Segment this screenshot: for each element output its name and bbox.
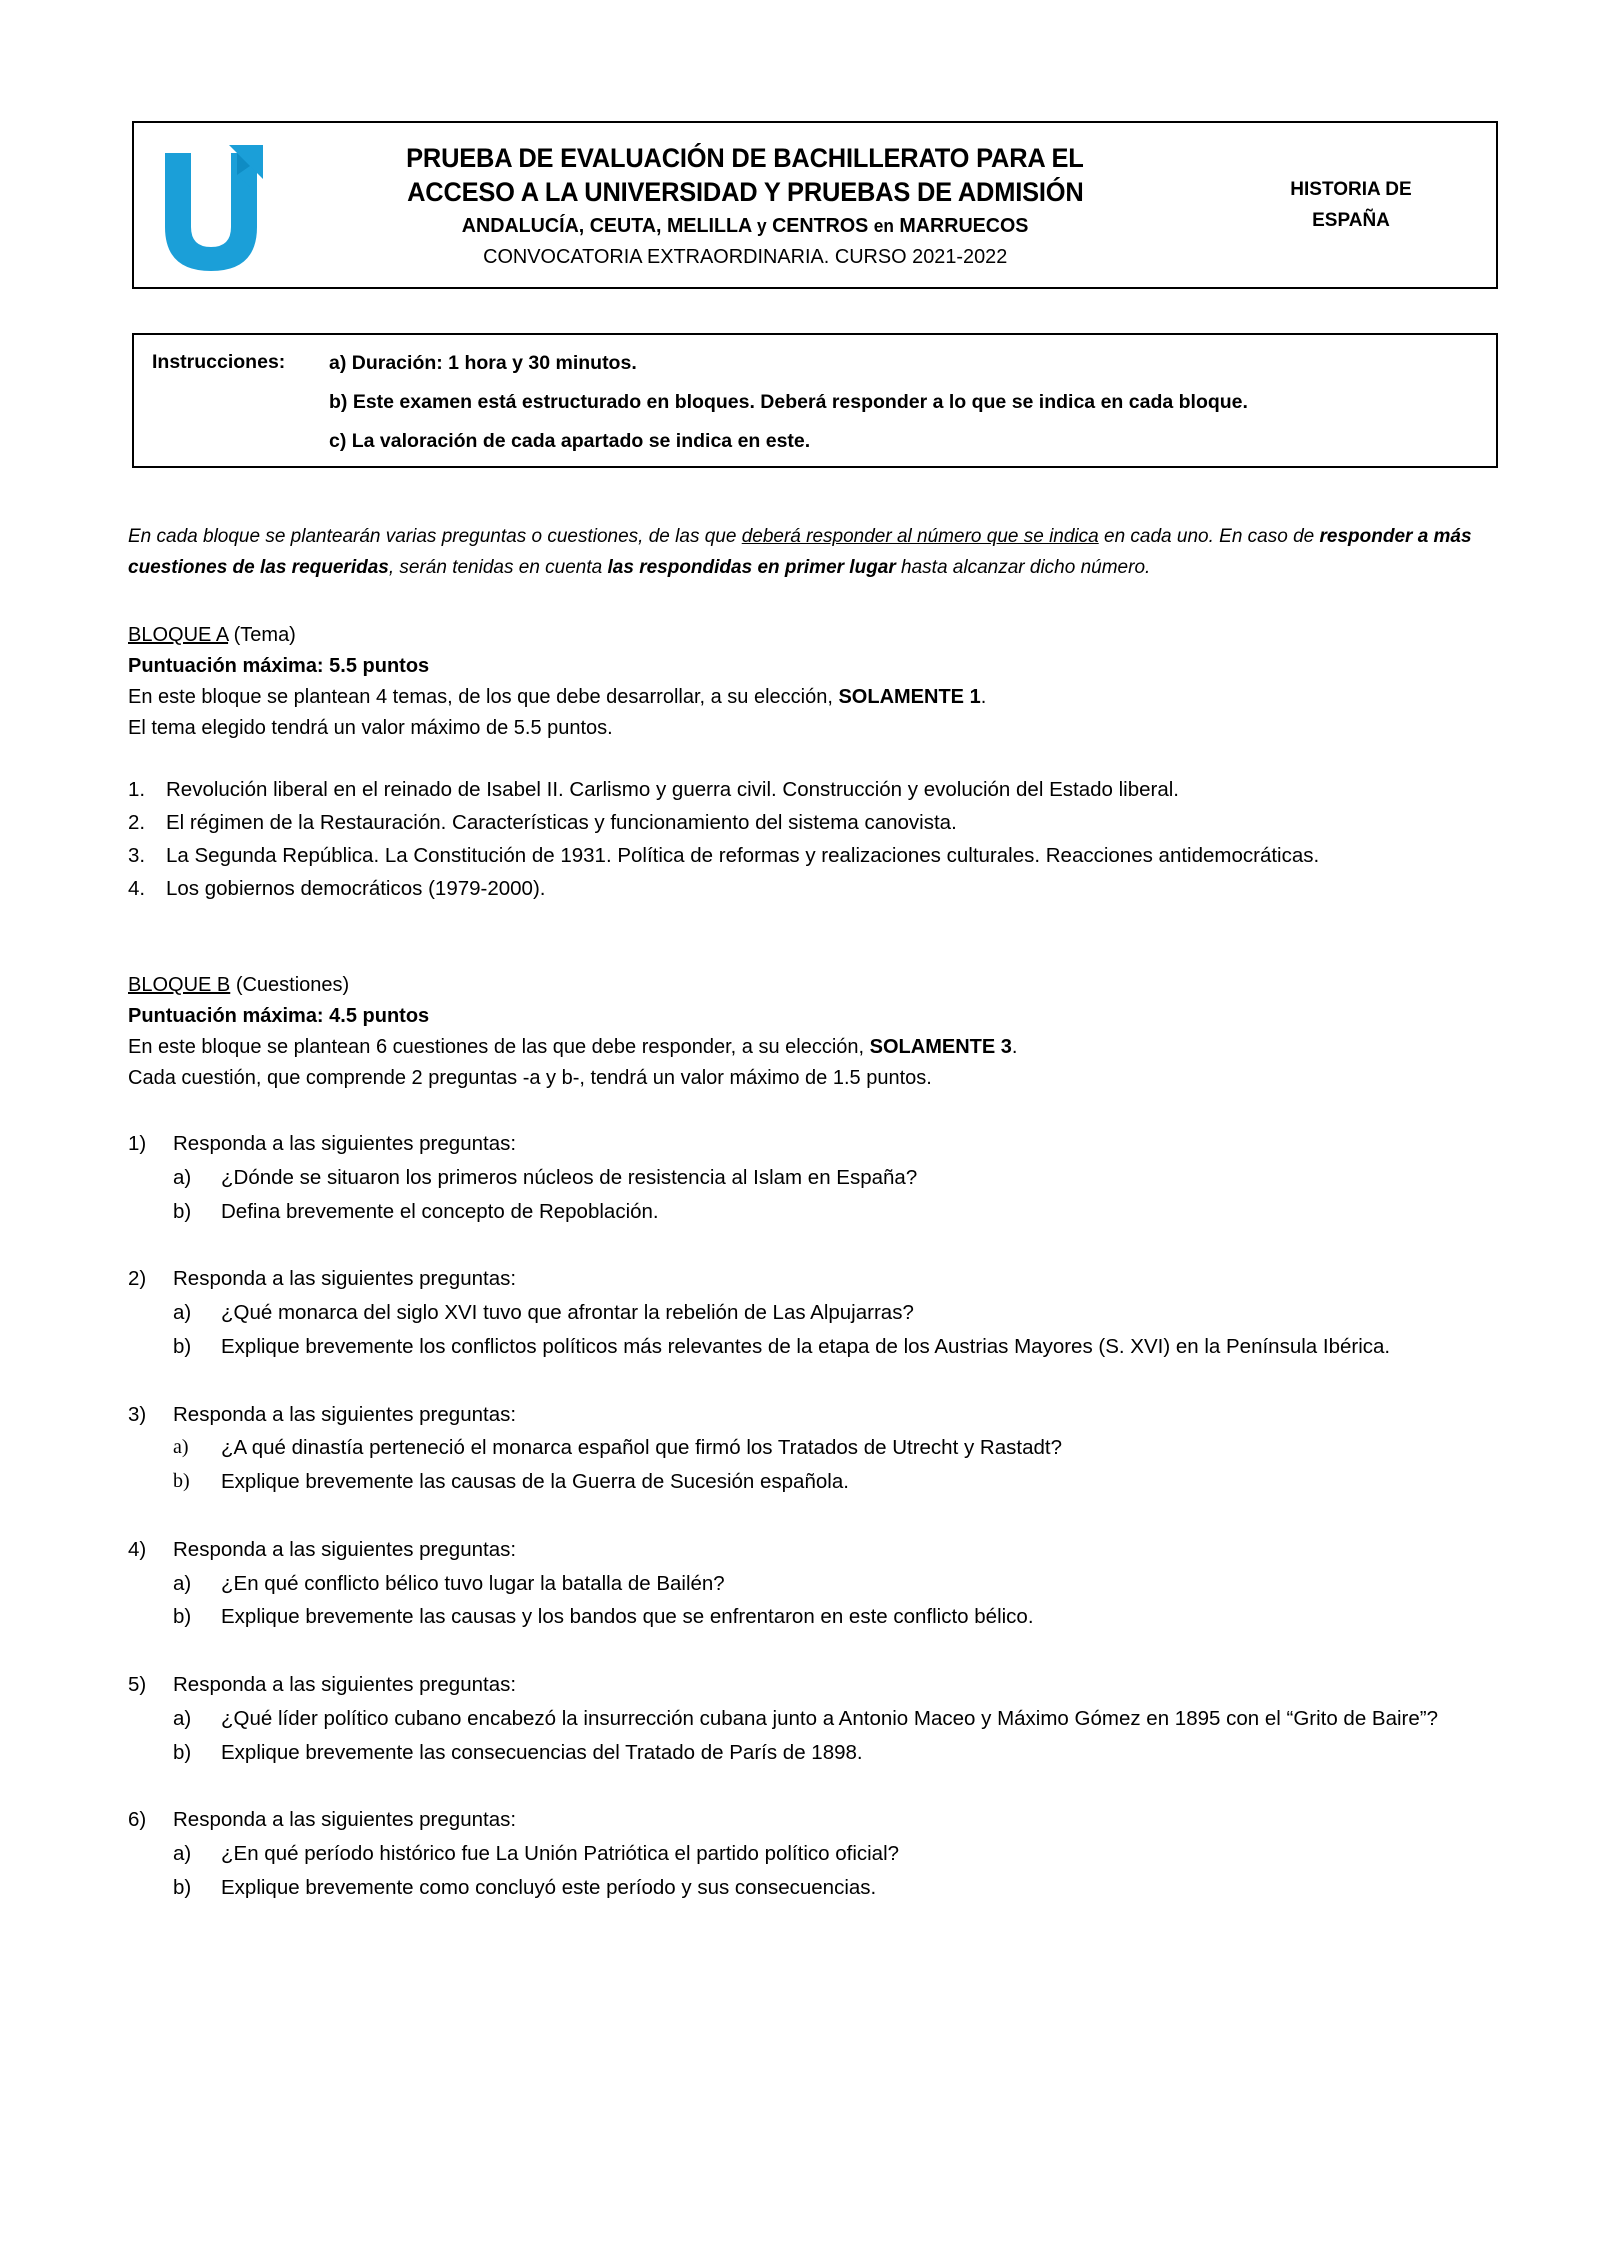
bloque-a-desc-2: El tema elegido tendrá un valor máximo de 5.5 puntos. [128, 717, 613, 739]
topic-item [128, 840, 1508, 871]
bloque-b-score: Puntuación máxima: 4.5 puntos [128, 1005, 430, 1027]
question-part [173, 1432, 1508, 1464]
question-stem: Responda a las siguientes preguntas: [173, 1673, 517, 1697]
question-part-text: Explique brevemente los conflictos políticos más relevantes de la etapa de los Austrias Mayores (S. XVI) en la Península Ibérica. [221, 1334, 1391, 1358]
question-part [173, 1737, 1508, 1769]
note-part-4: hasta alcanzar dicho número. [895, 556, 1151, 578]
question-head [128, 1804, 1508, 1836]
note-part-3: , serán tenidas en cuenta [388, 556, 608, 578]
bloque-b-heading [128, 970, 1508, 1001]
subject-cell [1206, 123, 1496, 287]
header-title-cell [284, 123, 1206, 287]
question-part-text: ¿Qué líder político cubano encabezó la insurrección cubana junto a Antonio Maceo y Máximo Gómez en 1895 con el “Grito de Baire”? [221, 1706, 1439, 1730]
topic-number: 1. [128, 778, 146, 801]
question-part-text: Explique brevemente las causas de la Guerra de Sucesión española. [221, 1470, 849, 1494]
instructions-box [132, 333, 1498, 468]
topic-item [128, 807, 1508, 838]
question-head [128, 1669, 1508, 1701]
question-part-letter: a) [173, 1706, 192, 1730]
question-item [128, 1263, 1508, 1362]
question-part [173, 1601, 1508, 1633]
question-part-text: ¿A qué dinastía perteneció el monarca español que firmó los Tratados de Utrecht y Rastadt? [221, 1436, 1062, 1460]
question-part-letter: a) [173, 1165, 192, 1189]
note-underlined: deberá responder al número que se indica [741, 526, 1099, 547]
general-note [128, 522, 1498, 584]
question-part-letter: b) [173, 1605, 192, 1629]
subject-line-2: ESPAÑA [1312, 210, 1390, 231]
question-part-text: ¿Dónde se situaron los primeros núcleos de resistencia al Islam en España? [221, 1165, 918, 1189]
question-part [173, 1331, 1508, 1363]
question-item [128, 1128, 1508, 1227]
question-part-letter: b) [173, 1876, 192, 1900]
question-part [173, 1838, 1508, 1870]
bloque-b-desc-post: . [1011, 1036, 1018, 1058]
instruction-item-b: b) Este examen está estructurado en bloques. Deberá responder a lo que se indica en cada bloque. [329, 390, 1248, 413]
bloque-a-desc [128, 682, 1508, 713]
bloque-a-desc-bold: SOLAMENTE 1 [838, 686, 981, 708]
topic-item [128, 873, 1508, 904]
exam-regions-line: ANDALUCÍA, CEUTA, MELILLA y CENTROS en MARRUECOS [461, 213, 1029, 237]
note-part-2: en cada uno. En caso de [1098, 526, 1320, 547]
question-part-letter: a) [173, 1842, 192, 1866]
note-bold-2: las respondidas en primer lugar [607, 556, 896, 578]
bloque-a-heading [128, 620, 1508, 651]
question-stem: Responda a las siguientes preguntas: [173, 1537, 517, 1561]
instructions-list [329, 348, 1496, 466]
question-part-text: Defina brevemente el concepto de Repoblación. [221, 1199, 659, 1223]
bloque-b-kind: (Cuestiones) [230, 974, 350, 996]
topic-text: La Segunda República. La Constitución de 1931. Política de reformas y realizaciones culturales. Reacciones antidemocráticas. [166, 844, 1320, 868]
question-part [173, 1872, 1508, 1904]
bloque-a-name: BLOQUE A [128, 624, 229, 646]
question-head [128, 1534, 1508, 1566]
bloque-b-section [128, 970, 1508, 1940]
question-part [173, 1297, 1508, 1329]
topic-text: Los gobiernos democráticos (1979-2000). [166, 877, 546, 901]
question-part-text: Explique brevemente las causas y los bandos que se enfrentaron en este conflicto bélico. [221, 1605, 1034, 1629]
question-part [173, 1162, 1508, 1194]
question-part-letter: a) [173, 1301, 192, 1325]
question-part-letter: b) [173, 1470, 190, 1493]
question-item [128, 1534, 1508, 1633]
bloque-a-topic-list [128, 774, 1508, 905]
topic-number: 3. [128, 844, 146, 868]
instructions-label: Instrucciones: [152, 351, 286, 373]
bloque-b-desc-pre: En este bloque se plantean 6 cuestiones de las que debe responder, a su elección, [128, 1036, 870, 1058]
question-part-letter: b) [173, 1199, 192, 1223]
question-part-text: ¿Qué monarca del siglo XVI tuvo que afrontar la rebelión de Las Alpujarras? [221, 1301, 914, 1325]
question-part-text: ¿En qué período histórico fue La Unión Patriótica el partido político oficial? [221, 1842, 900, 1866]
topic-item [128, 774, 1508, 805]
topic-number: 4. [128, 877, 146, 901]
logo-cell [134, 123, 284, 287]
question-part [173, 1703, 1508, 1735]
question-part [173, 1196, 1508, 1228]
universidad-logo-icon [151, 135, 271, 275]
exam-convocatoria-line: CONVOCATORIA EXTRAORDINARIA. CURSO 2021-2022 [482, 245, 1008, 269]
question-part-letter: b) [173, 1740, 192, 1764]
subject-line-1: HISTORIA DE [1290, 178, 1412, 200]
instruction-item-a: a) Duración: 1 hora y 30 minutos. [329, 352, 637, 374]
question-head [128, 1128, 1508, 1160]
bloque-b-desc-bold: SOLAMENTE 3 [869, 1036, 1012, 1058]
bloque-a-desc-post: . [980, 686, 987, 708]
exam-title-line-2: ACCESO A LA UNIVERSIDAD Y PRUEBAS DE ADMISIÓN [406, 177, 1084, 208]
instruction-item-c: c) La valoración de cada apartado se indica en este. [329, 429, 811, 452]
topic-text: Revolución liberal en el reinado de Isabel II. Carlismo y guerra civil. Construcción y evolución del Estado liberal. [166, 778, 1179, 801]
bloque-b-name: BLOQUE B [128, 974, 231, 996]
question-part [173, 1466, 1508, 1498]
question-part-text: Explique brevemente las consecuencias del Tratado de París de 1898. [221, 1740, 863, 1764]
question-head [128, 1399, 1508, 1431]
note-bold-1: responder a más cuestiones de las requeridas [128, 526, 1472, 578]
bloque-a-desc-pre: En este bloque se plantean 4 temas, de los que debe desarrollar, a su elección, [128, 686, 839, 708]
exam-title-line-1: PRUEBA DE EVALUACIÓN DE BACHILLERATO PARA EL [406, 142, 1084, 173]
exam-header-box [132, 121, 1498, 289]
question-number: 2) [128, 1267, 147, 1291]
note-part-1: En cada bloque se plantearán varias preguntas o cuestiones, de las que [128, 526, 742, 547]
question-number: 4) [128, 1537, 147, 1561]
bloque-b-question-list [128, 1128, 1508, 1904]
bloque-a-kind: (Tema) [228, 624, 296, 646]
bloque-b-desc-2: Cada cuestión, que comprende 2 preguntas -a y b-, tendrá un valor máximo de 1.5 puntos. [128, 1067, 932, 1089]
question-item [128, 1804, 1508, 1903]
question-number: 6) [128, 1808, 147, 1832]
question-part-text: Explique brevemente como concluyó este período y sus consecuencias. [221, 1876, 877, 1900]
question-stem: Responda a las siguientes preguntas: [173, 1267, 517, 1291]
topic-number: 2. [128, 811, 146, 835]
bloque-a-section [128, 620, 1508, 907]
bloque-a-score: Puntuación máxima: 5.5 puntos [128, 655, 430, 677]
question-stem: Responda a las siguientes preguntas: [173, 1132, 517, 1155]
question-stem: Responda a las siguientes preguntas: [173, 1808, 517, 1832]
question-part [173, 1568, 1508, 1600]
question-item [128, 1399, 1508, 1498]
topic-text: El régimen de la Restauración. Características y funcionamiento del sistema canovista. [166, 811, 957, 835]
question-number: 1) [128, 1132, 147, 1155]
question-stem: Responda a las siguientes preguntas: [173, 1402, 517, 1426]
question-number: 3) [128, 1402, 147, 1426]
question-part-letter: b) [173, 1334, 192, 1358]
question-head [128, 1263, 1508, 1295]
question-item [128, 1669, 1508, 1768]
bloque-b-desc [128, 1032, 1508, 1063]
question-number: 5) [128, 1673, 147, 1697]
question-part-letter: a) [173, 1436, 189, 1459]
question-part-letter: a) [173, 1571, 192, 1595]
question-part-text: ¿En qué conflicto bélico tuvo lugar la batalla de Bailén? [221, 1571, 725, 1595]
